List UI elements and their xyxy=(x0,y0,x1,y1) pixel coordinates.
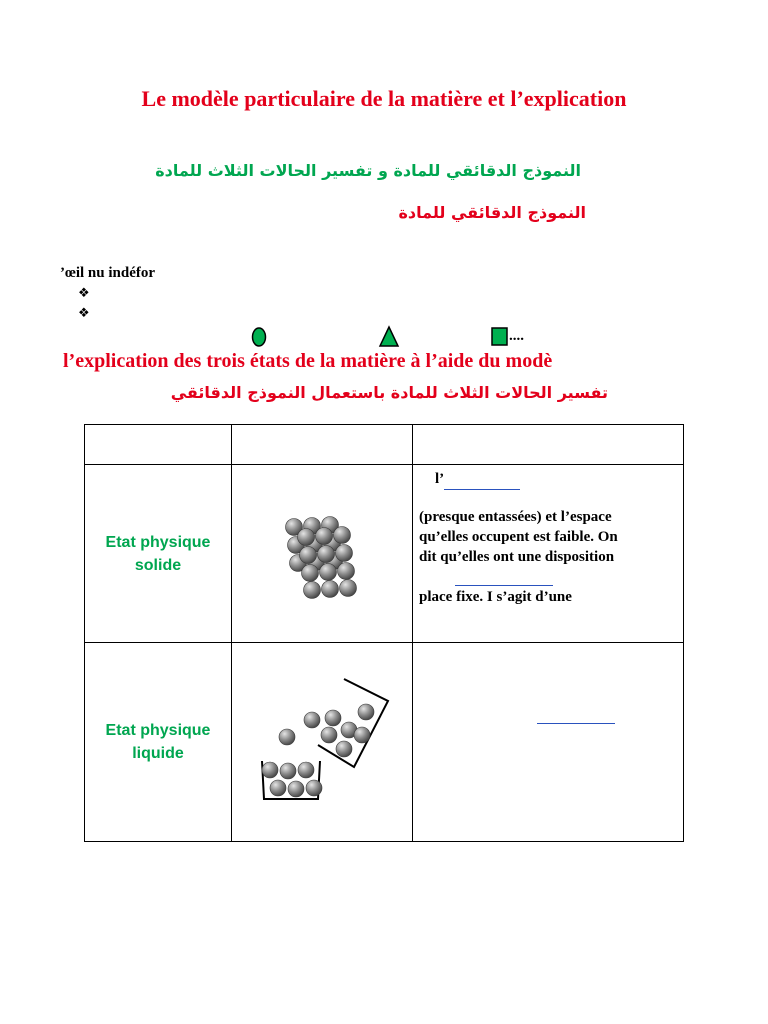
particle xyxy=(304,582,321,599)
particle xyxy=(320,564,337,581)
table-header-row xyxy=(85,425,684,465)
description-prefix: l’ xyxy=(435,471,445,487)
square-icon xyxy=(492,328,507,345)
particle xyxy=(336,741,352,757)
arabic-subtitle-explanation: تفسير الحالات الثلاث للمادة باستعمال النموذج الدقائقي xyxy=(170,383,608,402)
particle-shapes xyxy=(248,324,510,350)
illustration-cell xyxy=(232,465,413,643)
solid-particles-icon xyxy=(232,465,412,642)
bullet-icon: ❖ xyxy=(78,305,90,320)
arabic-subtitle-model: النموذج الدقائقي للمادة xyxy=(398,203,586,222)
particle xyxy=(306,780,322,796)
ellipse-icon xyxy=(253,328,266,346)
particle xyxy=(358,704,374,720)
description-line: place fixe. I s’agit d’une xyxy=(419,589,572,605)
particle xyxy=(340,580,357,597)
state-label-cell xyxy=(85,643,232,842)
particle xyxy=(280,763,296,779)
bullet-icon: ❖ xyxy=(78,285,90,300)
page-title: Le modèle particulaire de la matière et l’explication xyxy=(141,86,627,111)
table-row xyxy=(85,643,684,842)
ellipsis-text: .... xyxy=(509,328,524,344)
description-line: (presque entassées) et l’espace xyxy=(419,509,612,525)
states-table xyxy=(84,424,684,842)
particle xyxy=(354,727,370,743)
header-cell xyxy=(85,425,232,465)
state-label-liquid: Etat physique liquide xyxy=(105,722,211,762)
particle xyxy=(334,527,351,544)
particle xyxy=(316,528,333,545)
particle xyxy=(322,581,339,598)
table-row xyxy=(85,465,684,643)
liquid-particles-icon xyxy=(232,643,412,841)
state-label-cell xyxy=(85,465,232,643)
particle xyxy=(298,529,315,546)
fill-in-blank[interactable] xyxy=(455,567,553,586)
state-label-solid: Etat physique solide xyxy=(105,533,211,574)
particle xyxy=(318,546,335,563)
description-line: dit qu’elles ont une disposition xyxy=(419,549,615,565)
particle xyxy=(262,762,278,778)
particle xyxy=(300,547,317,564)
description-cell xyxy=(413,643,684,842)
particle xyxy=(279,729,295,745)
particle xyxy=(304,712,320,728)
particle xyxy=(298,762,314,778)
fill-in-blank[interactable] xyxy=(444,469,520,490)
particle xyxy=(270,780,286,796)
particle xyxy=(336,545,353,562)
particle xyxy=(321,727,337,743)
particle xyxy=(302,565,319,582)
triangle-icon xyxy=(380,327,398,346)
header-cell xyxy=(232,425,413,465)
section-title: l’explication des trois états de la matière à l’aide du modè xyxy=(63,350,553,372)
particle xyxy=(288,781,304,797)
header-cell xyxy=(413,425,684,465)
arabic-subtitle-main: النموذج الدقائقي للمادة و تفسير الحالات الثلاث للمادة xyxy=(155,161,581,180)
oeil-text: ’œil nu indéfor xyxy=(60,265,156,281)
particle xyxy=(325,710,341,726)
particle xyxy=(338,563,355,580)
description-cell xyxy=(413,465,684,643)
description-line: qu’elles occupent est faible. On xyxy=(419,529,618,545)
fill-in-blank[interactable] xyxy=(537,711,615,724)
illustration-cell xyxy=(232,643,413,842)
